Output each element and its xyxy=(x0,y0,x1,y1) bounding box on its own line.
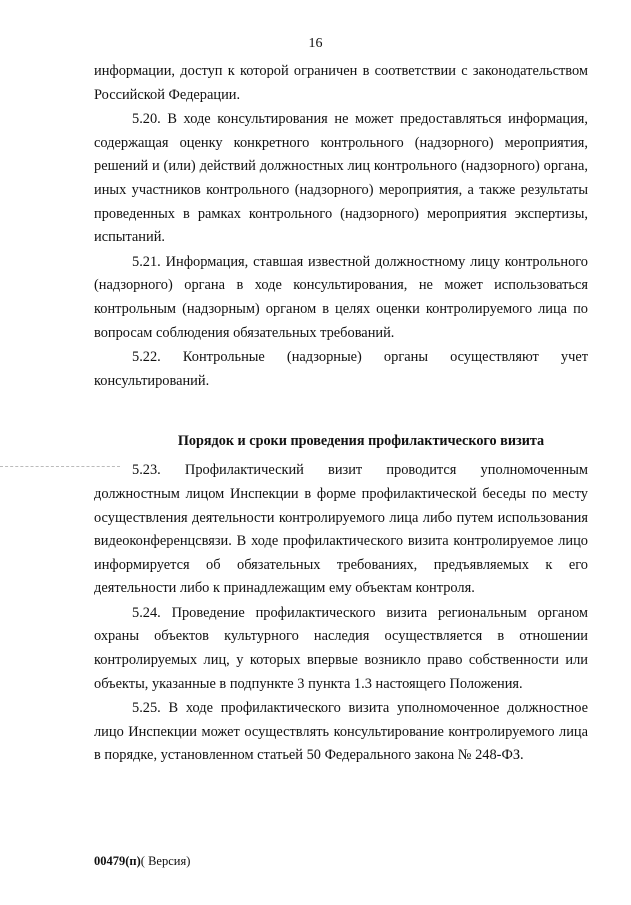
paragraph-continuation: информации, доступ к которой ограничен в соответствии с законодательством Российской Федерации. xyxy=(94,63,588,103)
paragraph-5-25: 5.25. В ходе профилактического визита уполномоченное должностное лицо Инспекции может осуществлять консультирование контролируемого лица в порядке, установленном статьей 50 Федерального закона № 248-ФЗ. xyxy=(94,700,588,764)
paragraph-5-22: 5.22. Контрольные (надзорные) органы осуществляют учет консультирований. xyxy=(94,349,588,389)
section-heading: Порядок и сроки проведения профилактического визита xyxy=(177,433,545,450)
paragraph-5-20: 5.20. В ходе консультирования не может предоставляться информация, содержащая оценку конкретного контрольного (надзорного) мероприятия, решений и (или) действий должностных лиц контрольного (надзорного) органа, иных участников контрольного (надзорного) мероприятия, а также результаты проведенных в рамках контрольного (надзорного) мероприятия экспертизы, испытаний. xyxy=(94,111,588,246)
paragraph-5-23: 5.23. Профилактический визит проводится уполномоченным должностным лицом Инспекции в форме профилактической беседы по месту осуществления деятельности контролируемого лица либо путем использования видеоконференцсвязи. В ходе профилактического визита контролируемое лицо информируется об обязательных требованиях, предъявляемых к его деятельности либо к принадлежащим ему объектам контроля. xyxy=(94,462,588,597)
footer-version: ( Версия) xyxy=(140,854,191,868)
page-number: 16 xyxy=(308,36,323,51)
paragraph-5-24: 5.24. Проведение профилактического визита региональным органом охраны объектов культурного наследия осуществляется в отношении контролируемых лиц, у которых впервые возникло право собственности или объекты, указанные в подпункте 3 пункта 1.3 настоящего Положения. xyxy=(94,604,588,692)
paragraph-5-21: 5.21. Информация, ставшая известной должностному лицу контрольного (надзорного) органа в ходе консультирования, не может использоваться контрольным (надзорным) органом в целях оценки контролируемого лица по вопросам соблюдения обязательных требований. xyxy=(94,253,588,341)
footer-code: 00479(п) xyxy=(94,854,141,868)
document-body xyxy=(94,60,588,768)
document-footer xyxy=(94,854,190,869)
